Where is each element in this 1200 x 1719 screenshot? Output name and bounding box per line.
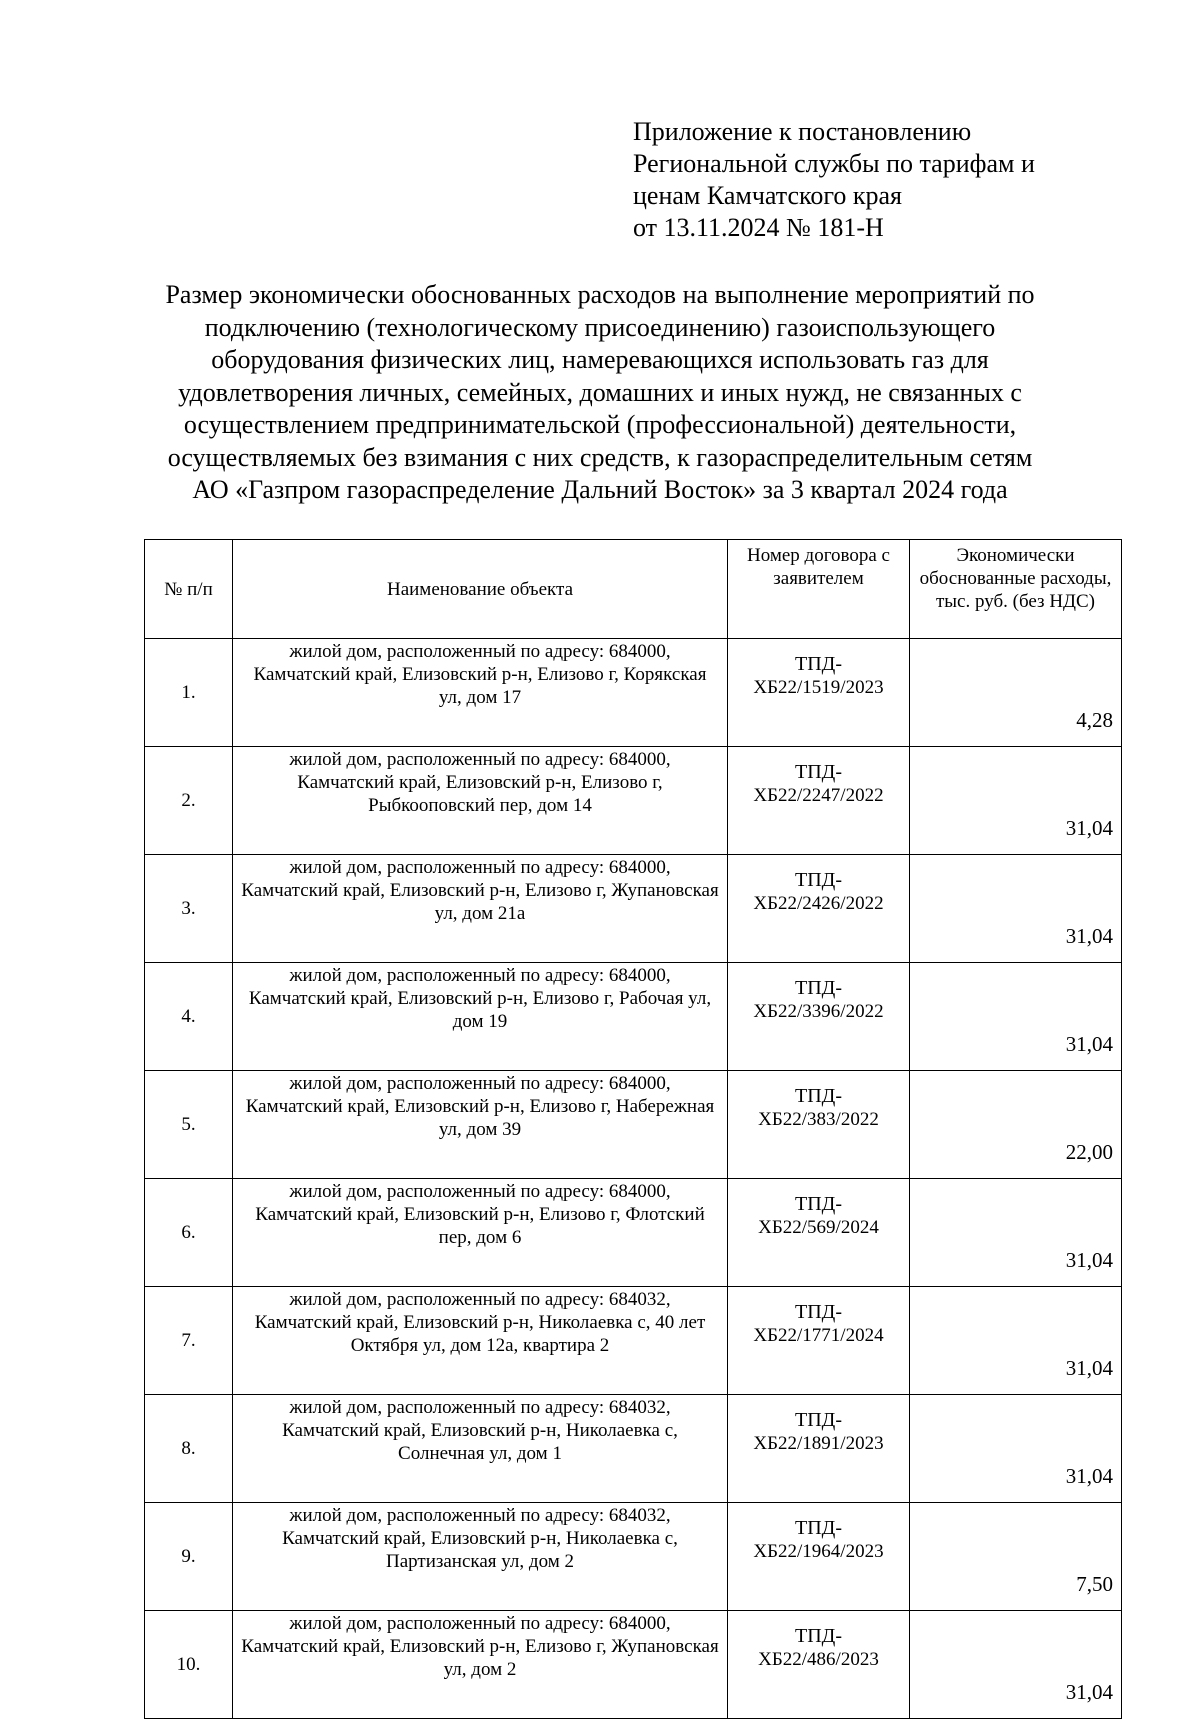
table-row [145, 1287, 1122, 1395]
contract-number: ХБ22/2247/2022 [753, 785, 884, 806]
table-row [145, 1611, 1122, 1719]
contract-number: ХБ22/383/2022 [758, 1109, 879, 1130]
table-header-row [145, 540, 1122, 639]
cell-contract [728, 747, 910, 855]
contract-prefix: ТПД- [795, 1193, 842, 1215]
cell-contract [728, 1503, 910, 1611]
contract-prefix: ТПД- [795, 1409, 842, 1431]
contract-number: ХБ22/1771/2024 [753, 1325, 884, 1346]
header-name: Наименование объекта [233, 540, 728, 639]
cell-num: 5. [145, 1071, 233, 1179]
appendix-note [633, 116, 1153, 244]
table-row [145, 639, 1122, 747]
header-cost: Экономически обоснованные расходы, тыс. руб. (без НДС) [910, 540, 1122, 639]
title-line: осуществлением предпринимательской (профессиональной) деятельности, [183, 410, 1017, 439]
cell-num: 8. [145, 1395, 233, 1503]
title-line: оборудования физических лиц, намеревающихся использовать газ для [211, 345, 989, 374]
title-line: Размер экономически обоснованных расходов на выполнение мероприятий по [165, 280, 1035, 309]
cell-num: 2. [145, 747, 233, 855]
document-title [120, 279, 1080, 507]
table-row [145, 1179, 1122, 1287]
cell-object-name: жилой дом, расположенный по адресу: 684000, Камчатский край, Елизовский р-н, Елизово г, Рыбкооповский пер, дом 14 [233, 747, 728, 855]
cell-num: 10. [145, 1611, 233, 1719]
cell-object-name: жилой дом, расположенный по адресу: 684000, Камчатский край, Елизовский р-н, Елизово г, Флотский пер, дом 6 [233, 1179, 728, 1287]
cell-num: 7. [145, 1287, 233, 1395]
contract-prefix: ТПД- [795, 869, 842, 891]
appendix-line: Региональной службы по тарифам и [633, 149, 1035, 178]
contract-prefix: ТПД- [795, 761, 842, 783]
contract-prefix: ТПД- [795, 1301, 842, 1323]
contract-number: ХБ22/1519/2023 [753, 677, 884, 698]
table-row [145, 855, 1122, 963]
title-line: подключению (технологическому присоединению) газоиспользующего [204, 312, 996, 342]
cell-num: 9. [145, 1503, 233, 1611]
contract-prefix: ТПД- [795, 653, 842, 675]
contract-prefix: ТПД- [795, 1517, 842, 1539]
cell-cost: 4,28 [910, 639, 1122, 747]
appendix-line: ценам Камчатского края [633, 181, 902, 210]
cell-num: 1. [145, 639, 233, 747]
header-contract: Номер договора с заявителем [728, 540, 910, 639]
cell-contract [728, 963, 910, 1071]
table-row [145, 1503, 1122, 1611]
contract-number: ХБ22/1891/2023 [753, 1433, 884, 1454]
cell-contract [728, 639, 910, 747]
cell-object-name: жилой дом, расположенный по адресу: 684000, Камчатский край, Елизовский р-н, Елизово г, Корякская ул, дом 17 [233, 639, 728, 747]
title-line: осуществляемых без взимания с них средств, к газораспределительным сетям [167, 442, 1033, 472]
cell-object-name: жилой дом, расположенный по адресу: 684032, Камчатский край, Елизовский р-н, Николаевка с, 40 лет Октября ул, дом 12а, квартира 2 [233, 1287, 728, 1395]
cell-object-name: жилой дом, расположенный по адресу: 684000, Камчатский край, Елизовский р-н, Елизово г, Рабочая ул, дом 19 [233, 963, 728, 1071]
cell-cost: 31,04 [910, 855, 1122, 963]
cell-num: 6. [145, 1179, 233, 1287]
table-row [145, 1071, 1122, 1179]
cell-object-name: жилой дом, расположенный по адресу: 684032, Камчатский край, Елизовский р-н, Николаевка с, Партизанская ул, дом 2 [233, 1503, 728, 1611]
header-num: № п/п [145, 540, 233, 639]
cell-contract [728, 1611, 910, 1719]
cell-cost: 31,04 [910, 963, 1122, 1071]
contract-number: ХБ22/2426/2022 [753, 893, 884, 914]
title-line: удовлетворения личных, семейных, домашних и иных нужд, не связанных с [178, 377, 1022, 407]
table-row [145, 747, 1122, 855]
contract-number: ХБ22/486/2023 [758, 1649, 879, 1670]
cell-object-name: жилой дом, расположенный по адресу: 684000, Камчатский край, Елизовский р-н, Елизово г, Жупановская ул, дом 21а [233, 855, 728, 963]
cell-contract [728, 1179, 910, 1287]
contract-prefix: ТПД- [795, 1625, 842, 1647]
table-row [145, 963, 1122, 1071]
table-body [145, 639, 1122, 1719]
cell-cost: 31,04 [910, 1179, 1122, 1287]
contract-number: ХБ22/1964/2023 [753, 1541, 884, 1562]
cell-object-name: жилой дом, расположенный по адресу: 684000, Камчатский край, Елизовский р-н, Елизово г, Набережная ул, дом 39 [233, 1071, 728, 1179]
cell-contract [728, 1395, 910, 1503]
cell-cost: 22,00 [910, 1071, 1122, 1179]
table-row [145, 1395, 1122, 1503]
cell-num: 4. [145, 963, 233, 1071]
cell-contract [728, 855, 910, 963]
cell-cost: 7,50 [910, 1503, 1122, 1611]
appendix-line: Приложение к постановлению [633, 117, 972, 146]
appendix-line: от 13.11.2024 № 181-Н [633, 213, 884, 242]
contract-number: ХБ22/569/2024 [758, 1217, 879, 1238]
cell-cost: 31,04 [910, 1611, 1122, 1719]
cell-object-name: жилой дом, расположенный по адресу: 684032, Камчатский край, Елизовский р-н, Николаевка с, Солнечная ул, дом 1 [233, 1395, 728, 1503]
cell-cost: 31,04 [910, 1395, 1122, 1503]
title-line: АО «Газпром газораспределение Дальний Восток» за 3 квартал 2024 года [192, 475, 1008, 504]
cell-contract [728, 1071, 910, 1179]
cell-contract [728, 1287, 910, 1395]
contract-number: ХБ22/3396/2022 [753, 1001, 884, 1022]
cell-num: 3. [145, 855, 233, 963]
contract-prefix: ТПД- [795, 1085, 842, 1107]
cell-cost: 31,04 [910, 747, 1122, 855]
contract-prefix: ТПД- [795, 977, 842, 999]
costs-table [144, 539, 1122, 1719]
cell-cost: 31,04 [910, 1287, 1122, 1395]
cell-object-name: жилой дом, расположенный по адресу: 684000, Камчатский край, Елизовский р-н, Елизово г, Жупановская ул, дом 2 [233, 1611, 728, 1719]
